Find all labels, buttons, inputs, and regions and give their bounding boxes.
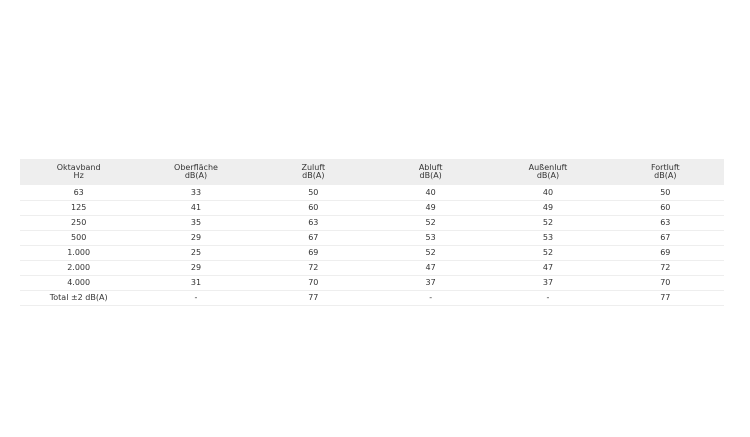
header-extract-air: Abluft dB(A): [418, 162, 443, 180]
table-cell: 50: [308, 187, 319, 197]
table-cell: 63: [308, 218, 319, 227]
header-outdoor-air: Außenluft dB(A): [528, 162, 568, 180]
table-row: [20, 245, 724, 260]
table-cell: 25: [190, 248, 202, 257]
table-cell: 29: [190, 233, 202, 242]
table-cell: 29: [190, 263, 202, 272]
table-cell: 49: [542, 203, 554, 212]
table-cell: -: [546, 293, 550, 302]
table-cell: 250: [71, 218, 87, 227]
sound-level-table-container: [20, 159, 724, 306]
table-cell: 63: [660, 218, 671, 227]
table-cell: 47: [425, 263, 436, 272]
table-cell: 67: [660, 233, 671, 242]
table-cell: 40: [542, 187, 554, 197]
table-cell: 33: [190, 187, 202, 197]
table-cell: 125: [71, 203, 87, 212]
table-cell: -: [194, 293, 198, 302]
table-cell: 37: [425, 278, 436, 287]
table-cell: 60: [660, 203, 671, 212]
table-cell: 49: [425, 203, 436, 212]
table-body: [20, 185, 724, 305]
table-row: [20, 275, 724, 290]
table-cell: 37: [542, 278, 554, 287]
table-cell: 63: [73, 187, 84, 197]
table-cell: 70: [660, 278, 671, 287]
header-supply-air: Zuluft dB(A): [301, 162, 326, 180]
table-row-total: [20, 290, 724, 305]
sound-level-table: [20, 159, 724, 306]
table-cell: 72: [660, 263, 671, 272]
table-cell: 52: [425, 218, 436, 227]
table-cell: 60: [308, 203, 319, 212]
header-exhaust-air: Fortluft dB(A): [650, 162, 680, 180]
table-cell: 77: [660, 293, 671, 302]
table-cell: 50: [660, 187, 671, 197]
header-row: [20, 159, 724, 185]
table-row: [20, 185, 724, 200]
header-surface: Oberfläche dB(A): [174, 162, 218, 180]
table-cell: 70: [308, 278, 319, 287]
table-cell: 31: [190, 278, 202, 287]
table-cell: 1.000: [67, 248, 91, 257]
table-cell: Total ±2 dB(A): [49, 293, 108, 302]
header-octave-band: Oktavband Hz: [56, 162, 101, 180]
table-cell: 52: [542, 248, 554, 257]
table-cell: 69: [308, 248, 319, 257]
table-row: [20, 215, 724, 230]
table-cell: 53: [542, 233, 554, 242]
table-cell: 52: [542, 218, 554, 227]
table-cell: 40: [425, 187, 436, 197]
table-cell: 35: [190, 218, 202, 227]
table-cell: 53: [425, 233, 436, 242]
table-cell: 41: [190, 203, 202, 212]
table-cell: 69: [660, 248, 671, 257]
table-cell: 2.000: [67, 263, 91, 272]
table-row: [20, 260, 724, 275]
table-cell: 52: [425, 248, 436, 257]
table-header: [20, 159, 724, 185]
table-cell: 67: [308, 233, 319, 242]
table-cell: 47: [542, 263, 554, 272]
table-row: [20, 230, 724, 245]
table-row: [20, 200, 724, 215]
table-cell: 4.000: [67, 278, 91, 287]
table-cell: 500: [71, 233, 87, 242]
table-cell: -: [429, 293, 433, 302]
table-cell: 77: [308, 293, 319, 302]
table-cell: 72: [308, 263, 319, 272]
